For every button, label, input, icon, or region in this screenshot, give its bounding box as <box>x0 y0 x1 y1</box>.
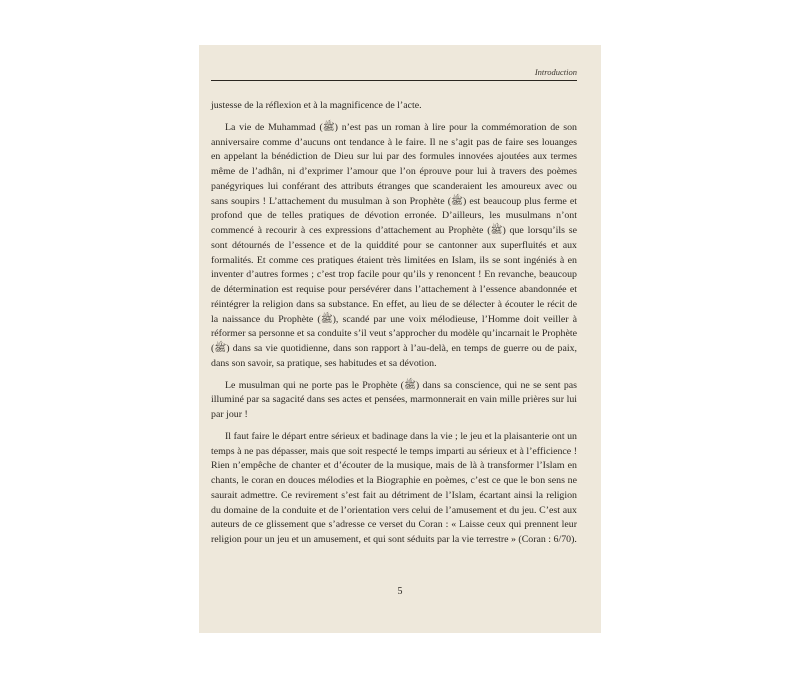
paragraph-conscience: Le musulman qui ne porte pas le Prophète (ﷺ) dans sa conscience, qui ne se sent pas illuminé par sa sagacité dans ses actes et pensées, marmonnerait en vain mille prières sur lui par jour ! <box>211 379 577 420</box>
paragraph-life-of-muhammad: La vie de Muhammad (ﷺ) n’est pas un roman à lire pour la commémoration de son anniversaire comme d’aucuns ont tendance à le faire. Il ne s’agit pas de faire ses louanges en appelant la bénédiction de Dieu sur lui par des formules innovées ajoutées aux termes même de l’adhân, ni d’exprimer l’amour que l’on éprouve pour lui à travers des poèmes panégyriques lui conférant des attributs étranges que scanderaient les amoureux avec ou sans soupirs ! L’attachement du musulman à son Prophète (ﷺ) est beaucoup plus ferme et profond que de telles pratiques de dévotion erronée. D’ailleurs, les musulmans n’ont commencé à recourir à ces expressions d’attachement au Prophète (ﷺ) que lorsqu’ils se sont détournés de l’essence et de la quiddité pour se cantonner aux superfluités et aux formalités. Et comme ces pratiques étaient très limitées en Islam, ils se sont ingéniés à en inventer d’autres formes ; c’est trop facile pour qu’ils y renoncent ! En revanche, beaucoup de détermination est requise pour persévérer dans l’attachement à l’essence abandonnée et réintégrer la religion dans sa substance. En effet, au lieu de se délecter à écouter le récit de la naissance du Prophète (ﷺ), scandé par une voix mélodieuse, l’Homme doit veiller à réformer sa personne et sa conduite s’il veut s’approcher du modèle qu’incarnait le Prophète (ﷺ) dans sa vie quotidienne, dans son rapport à l’au-delà, en temps de guerre ou de paix, dans son savoir, sa pratique, ses habitudes et sa dévotion. <box>211 121 577 369</box>
body-text <box>211 99 577 548</box>
running-head: Introduction <box>534 67 577 77</box>
page-header <box>211 67 577 81</box>
header-rule <box>211 80 577 81</box>
paragraph-seriousness: Il faut faire le départ entre sérieux et badinage dans la vie ; le jeu et la plaisanterie ont un temps à ne pas dépasser, mais que soit respecté le temps imparti au sérieux et à l’efficience ! Rien n’empêche de chanter et d’écouter de la musique, mais de là à transformer l’Islam en chants, le coran en douces mélodies et la Biographie en poèmes, c’est ce que le bon sens ne saurait admettre. Ce revirement s’est fait au détriment de l’Islam, écartant ainsi la religion du domaine de la conduite et de l’orientation vers celui de l’amusement et du jeu. C’est aux auteurs de ce glissement que s’adresse ce verset du Coran : « Laisse ceux qui prennent leur religion pour un jeu et un amusement, et qui sont séduits par la vie terrestre » (Coran : 6/70). <box>211 430 577 545</box>
page-number: 5 <box>397 586 403 597</box>
book-page <box>199 45 601 633</box>
paragraph-continuation: justesse de la réflexion et à la magnificence de l’acte. <box>211 100 422 111</box>
